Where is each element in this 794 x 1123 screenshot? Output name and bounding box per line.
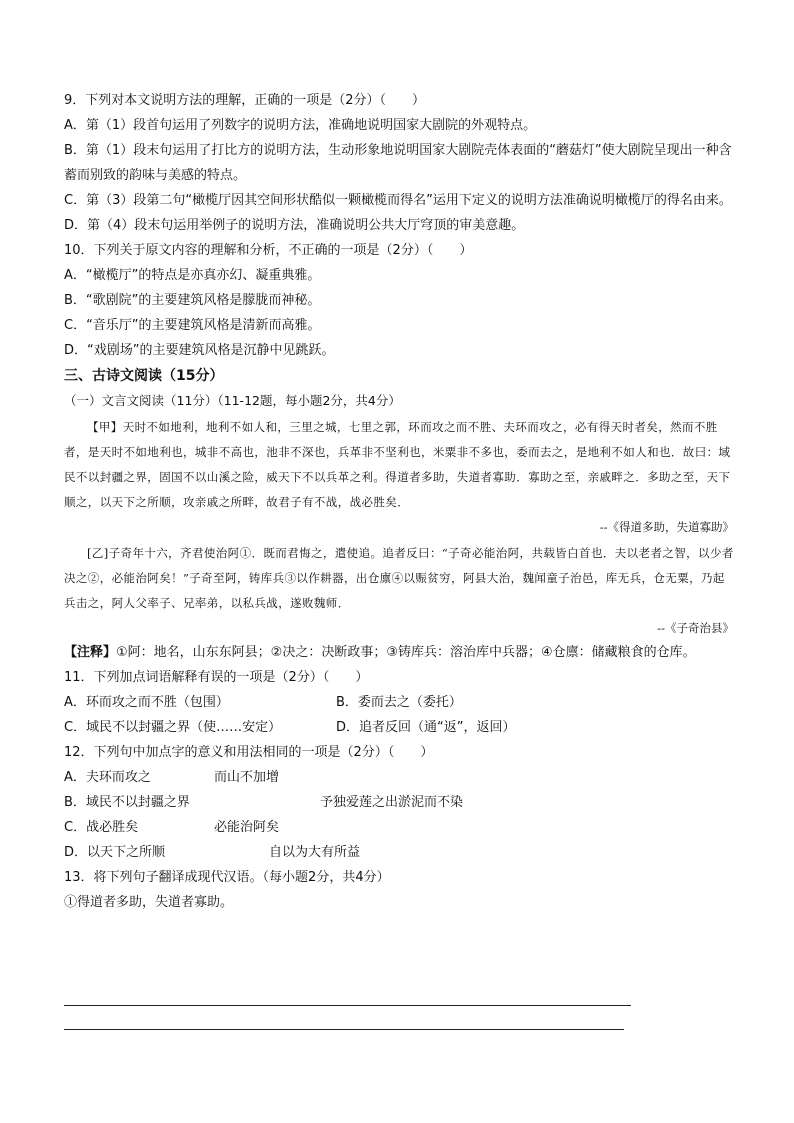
q10-option-d: D．“戏剧场”的主要建筑风格是沉静中见跳跃。 <box>64 343 335 358</box>
annotation <box>64 640 734 665</box>
q12-option-c <box>64 815 734 840</box>
q12-option-a <box>64 765 734 790</box>
q9-option-b: B．第（1）段末句运用了打比方的说明方法，生动形象地说明国家大剧院壳体表面的“蘑菇灯”使大剧院呈现出一种含蓄而别致的韵味与美感的特点。 <box>64 143 732 183</box>
answer-line-1[interactable] <box>64 1005 631 1006</box>
q11-stem: 11．下列加点词语解释有误的一项是（2分）（ ） <box>64 670 369 685</box>
passage-jia-source: --《得道多助，失道寡助》 <box>599 520 734 534</box>
q12-option-b <box>64 790 734 815</box>
q12-a-right: 而山不加增 <box>214 770 280 785</box>
q11-option-b: B．委而去之（委托） <box>336 695 462 710</box>
q9-stem: 9．下列对本文说明方法的理解，正确的一项是（2分）（ ） <box>64 93 426 108</box>
q12-b-left: B．域民不以封疆之界 <box>64 795 190 810</box>
q13-item-1: ①得道者多助，失道者寡助。 <box>64 895 234 910</box>
passage-yi-source: --《子奇治县》 <box>657 621 734 635</box>
q13-stem: 13．将下列句子翻译成现代汉语。（每小题2分，共4分） <box>64 870 390 885</box>
content <box>64 88 734 916</box>
passage-yi: [乙]子奇年十六，齐君使治阿①．既而君悔之，遣使追。追者反曰：“子奇必能治阿，共载皆白首也．夫以老者之智，以少者决之②，必能治阿矣！”子奇至阿，铸库兵③以作耕器，出仓廪④以赈贫穷，阿县大治，魏闻童子治邑，库无兵，仓无粟，乃起兵击之，阿人父率子、兄率弟，以私兵战，遂败魏师． <box>64 546 734 610</box>
q12-stem: 12．下列句中加点字的意义和用法相同的一项是（2分）（ ） <box>64 745 434 760</box>
q11-row-2 <box>64 715 734 740</box>
q11-option-a: A．环而攻之而不胜（包围） <box>64 695 229 710</box>
q12-b-right: 予独爱莲之出淤泥而不染 <box>320 795 464 810</box>
q11-option-c: C．域民不以封疆之界（使……安定） <box>64 720 282 735</box>
q11-option-d: D．追者反回（通“返”，返回） <box>336 720 516 735</box>
passage-jia: 【甲】天时不如地利，地利不如人和，三里之城，七里之郭，环而攻之而不胜、夫环而攻之，必有得天时者矣，然而不胜者，是天时不如地利也，城非不高也，池非不深也，兵革非不坚利也，米粟非不多也，委而去之，是地利不如人和也．故曰：域民不以封疆之界，固国不以山溪之险，威天下不以兵革之利。得道者多助，失道者寡助．寡助之至，亲戚畔之．多助之至，天下顺之，以天下之所顺，攻亲戚之所畔，故君子有不战，战必胜矣． <box>64 420 731 509</box>
q10-stem: 10．下列关于原文内容的理解和分析，不正确的一项是（2分）（ ） <box>64 243 473 258</box>
q9-option-a: A．第（1）段首句运用了列数字的说明方法，准确地说明国家大剧院的外观特点。 <box>64 118 537 133</box>
q12-a-left: A．夫环而攻之 <box>64 770 151 785</box>
section-title: 三、古诗文阅读（15分） <box>64 368 224 384</box>
q9-option-c: C．第（3）段第二句“橄榄厅因其空间形状酷似一颗橄榄而得名”运用下定义的说明方法准确说明橄榄厅的得名由来。 <box>64 193 732 208</box>
q12-option-d <box>64 840 734 865</box>
annotation-label: 【注释】 <box>64 645 117 660</box>
q12-c-left: C．战必胜矣 <box>64 820 139 835</box>
q10-option-c: C．“音乐厅”的主要建筑风格是清新而高雅。 <box>64 318 321 333</box>
annotation-text: ①阿：地名，山东东阿县；②决之：决断政事；③铸库兵：溶治库中兵器；④仓廪：储藏粮食的仓库。 <box>116 645 696 660</box>
section-subtitle: （一）文言文阅读（11分）（11-12题，每小题2分，共4分） <box>64 393 401 408</box>
q10-option-b: B．“歌剧院”的主要建筑风格是朦胧而神秘。 <box>64 293 321 308</box>
q12-d-left: D．以天下之所顺 <box>64 845 166 860</box>
q10-option-a: A．“橄榄厅”的特点是亦真亦幻、凝重典雅。 <box>64 268 321 283</box>
q9-option-d: D．第（4）段末句运用举例子的说明方法，准确说明公共大厅穹顶的审美意趣。 <box>64 218 525 233</box>
answer-line-2[interactable] <box>64 1029 624 1030</box>
q11-row-1 <box>64 690 734 715</box>
q12-d-right: 自以为大有所益 <box>269 845 361 860</box>
q12-c-right: 必能治阿矣 <box>214 820 280 835</box>
